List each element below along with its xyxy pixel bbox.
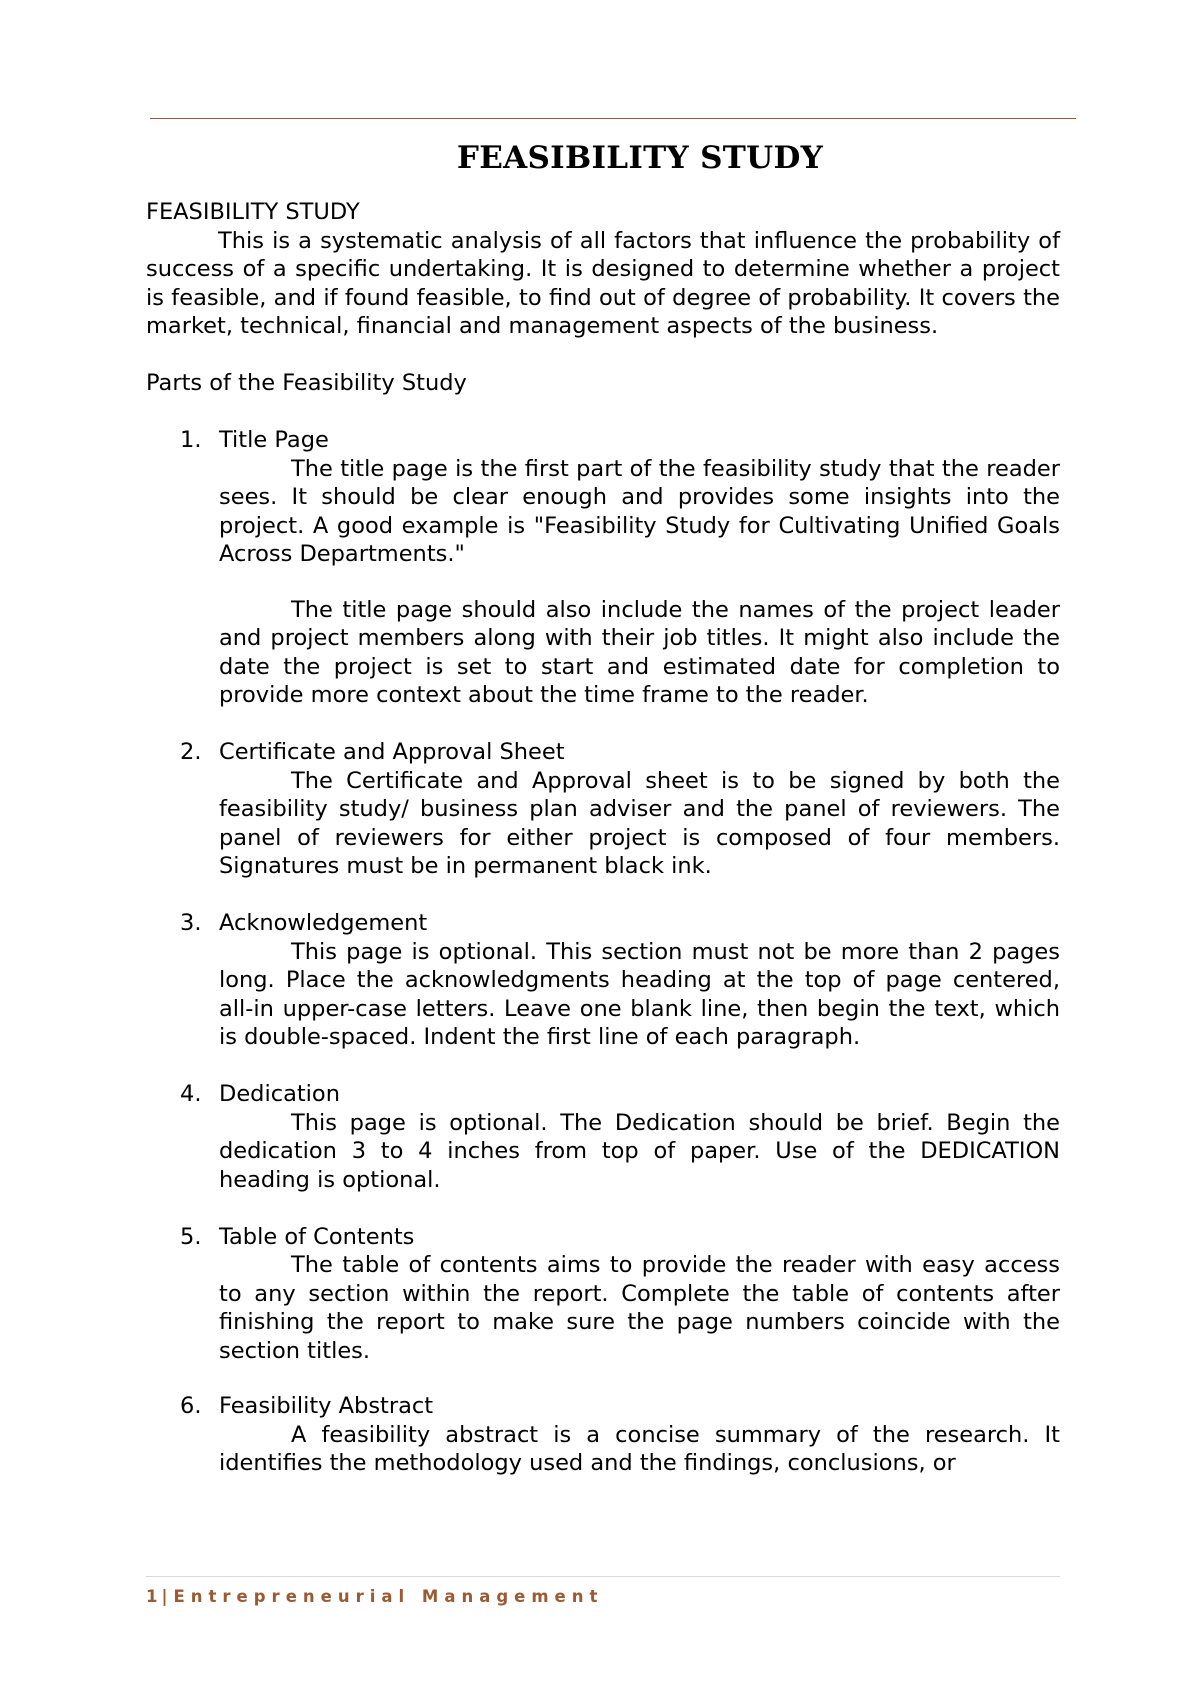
page-footer — [146, 1587, 603, 1606]
item-spacer — [219, 1194, 1060, 1223]
list-item-number: 2. — [180, 739, 202, 765]
course-title: Entrepreneurial Management — [173, 1587, 604, 1606]
list-item-title: Title Page — [219, 427, 329, 453]
parts-heading: Parts of the Feasibility Study — [146, 370, 467, 396]
list-item — [146, 426, 1060, 738]
footer-separator: | — [161, 1587, 168, 1606]
list-item-paragraph: This page is optional. The Dedication should be brief. Begin the dedication 3 to 4 inches from top of paper. Use of the DEDICATION heading is optional. — [219, 1109, 1060, 1193]
list-item-number: 6. — [180, 1393, 202, 1419]
item-spacer — [219, 1365, 1060, 1392]
intro-paragraph: This is a systematic analysis of all factors that influence the probability of success of a specific undertaking. It is designed to determine whether a project is feasible, and if found feasible, to find out of degree of probability. It covers the market, technical, financial and management aspects of the business. — [146, 227, 1060, 339]
document-body — [146, 198, 1060, 1478]
list-item-paragraph: The title page is the first part of the feasibility study that the reader sees. It should be clear enough and provides some insights into the project. A good example is "Feasibility Study for Cultivating Unified Goals Across Departments." — [219, 455, 1060, 567]
item-spacer — [219, 881, 1060, 910]
list-item — [146, 1392, 1060, 1478]
list-item-title: Certificate and Approval Sheet — [219, 739, 565, 765]
list-item — [146, 909, 1060, 1080]
list-item-paragraph: This page is optional. This section must not be more than 2 pages long. Place the acknowledgments heading at the top of page centered, all-in upper-case letters. Leave one blank line, then begin the text, which is double-spaced. Indent the first line of each paragraph. — [219, 938, 1060, 1050]
paragraph-spacer — [219, 569, 1060, 596]
list-item-number: 4. — [180, 1081, 202, 1107]
list-item — [146, 1223, 1060, 1393]
parts-list — [146, 426, 1060, 1478]
item-spacer — [219, 710, 1060, 739]
list-item-number: 5. — [180, 1223, 202, 1250]
list-item-paragraph: The Certificate and Approval sheet is to be signed by both the feasibility study/ business plan adviser and the panel of reviewers. The panel of reviewers for either project is composed of four members. Signatures must be in permanent black ink. — [219, 767, 1060, 879]
list-item — [146, 738, 1060, 909]
footer-rule — [146, 1576, 1060, 1577]
header-rule — [150, 118, 1076, 119]
list-item-paragraph: The table of contents aims to provide the reader with easy access to any section within the report. Complete the table of contents after finishing the report to make sure the page numbers coincide with the section titles. — [219, 1252, 1060, 1364]
item-spacer — [219, 1052, 1060, 1081]
page-number: 1 — [146, 1587, 158, 1606]
list-item-title: Feasibility Abstract — [219, 1393, 434, 1419]
list-item-number: 1. — [180, 427, 202, 453]
list-item-paragraph: A feasibility abstract is a concise summary of the research. It identifies the methodology used and the findings, conclusions, or — [219, 1421, 1060, 1476]
list-item-paragraph: The title page should also include the names of the project leader and project members along with their job titles. It might also include the date the project is set to start and estimated date for completion to provide more context about the time frame to the reader. — [219, 596, 1060, 708]
list-item-title: Dedication — [219, 1081, 340, 1107]
document-title: FEASIBILITY STUDY — [456, 140, 824, 176]
list-item-title: Acknowledgement — [219, 910, 428, 936]
list-item-number: 3. — [180, 910, 202, 936]
intro-heading: FEASIBILITY STUDY — [146, 199, 360, 225]
list-item-title: Table of Contents — [219, 1223, 415, 1250]
list-item — [146, 1080, 1060, 1223]
